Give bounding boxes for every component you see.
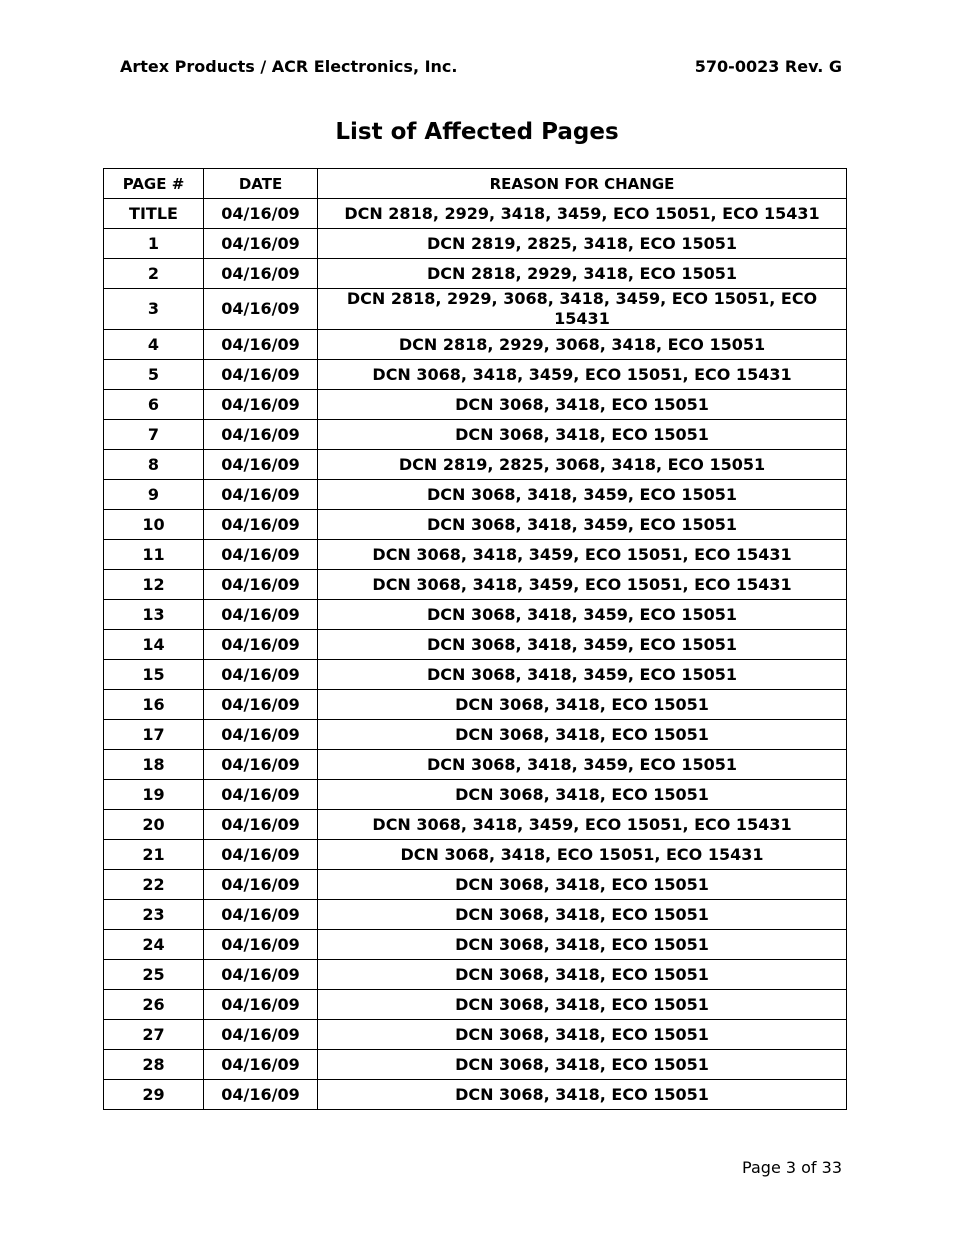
table-row [104,660,847,690]
table-row [104,390,847,420]
date-cell: 04/16/09 [204,1050,318,1080]
table-row [104,229,847,259]
reason-cell: DCN 2818, 2929, 3068, 3418, ECO 15051 [318,330,847,360]
page-cell: 2 [104,259,204,289]
page-cell: TITLE [104,199,204,229]
column-header-page: PAGE # [104,169,204,199]
date-cell: 04/16/09 [204,1080,318,1110]
page-cell: 18 [104,750,204,780]
reason-cell: DCN 3068, 3418, ECO 15051 [318,930,847,960]
table-row [104,480,847,510]
reason-cell: DCN 3068, 3418, 3459, ECO 15051, ECO 15431 [318,810,847,840]
reason-cell: DCN 3068, 3418, ECO 15051, ECO 15431 [318,840,847,870]
table-row [104,630,847,660]
reason-cell: DCN 3068, 3418, 3459, ECO 15051, ECO 15431 [318,360,847,390]
reason-cell: DCN 3068, 3418, ECO 15051 [318,1050,847,1080]
date-cell: 04/16/09 [204,750,318,780]
page-cell: 24 [104,930,204,960]
table-row [104,720,847,750]
page-cell: 25 [104,960,204,990]
page-cell: 9 [104,480,204,510]
page-cell: 7 [104,420,204,450]
date-cell: 04/16/09 [204,450,318,480]
page-cell: 17 [104,720,204,750]
page-cell: 27 [104,1020,204,1050]
date-cell: 04/16/09 [204,330,318,360]
table-row [104,810,847,840]
date-cell: 04/16/09 [204,630,318,660]
table-row [104,1020,847,1050]
reason-cell: DCN 2818, 2929, 3418, ECO 15051 [318,259,847,289]
table-row [104,450,847,480]
date-cell: 04/16/09 [204,780,318,810]
date-cell: 04/16/09 [204,720,318,750]
table-row [104,690,847,720]
page-title: List of Affected Pages [335,119,619,145]
page-cell: 20 [104,810,204,840]
date-cell: 04/16/09 [204,390,318,420]
reason-cell: DCN 3068, 3418, ECO 15051 [318,780,847,810]
date-cell: 04/16/09 [204,480,318,510]
column-header-date: DATE [204,169,318,199]
table-row [104,360,847,390]
page-cell: 22 [104,870,204,900]
table-row [104,330,847,360]
reason-cell: DCN 3068, 3418, ECO 15051 [318,720,847,750]
reason-cell: DCN 3068, 3418, ECO 15051 [318,870,847,900]
date-cell: 04/16/09 [204,600,318,630]
reason-cell: DCN 3068, 3418, 3459, ECO 15051, ECO 15431 [318,570,847,600]
header-doc-number: 570-0023 Rev. G [694,57,842,76]
page-cell: 15 [104,660,204,690]
reason-cell: DCN 3068, 3418, ECO 15051 [318,1020,847,1050]
date-cell: 04/16/09 [204,990,318,1020]
page-cell: 4 [104,330,204,360]
date-cell: 04/16/09 [204,840,318,870]
reason-cell: DCN 2819, 2825, 3418, ECO 15051 [318,229,847,259]
table-row [104,840,847,870]
reason-cell: DCN 3068, 3418, ECO 15051 [318,900,847,930]
table-row [104,900,847,930]
table-row [104,540,847,570]
page-cell: 14 [104,630,204,660]
date-cell: 04/16/09 [204,259,318,289]
table-row [104,990,847,1020]
header-company: Artex Products / ACR Electronics, Inc. [120,57,458,76]
reason-cell: DCN 3068, 3418, 3459, ECO 15051 [318,600,847,630]
date-cell: 04/16/09 [204,570,318,600]
table-row [104,930,847,960]
date-cell: 04/16/09 [204,420,318,450]
reason-cell: DCN 3068, 3418, 3459, ECO 15051 [318,510,847,540]
reason-cell: DCN 3068, 3418, ECO 15051 [318,690,847,720]
table-row [104,259,847,289]
column-header-reason: REASON FOR CHANGE [318,169,847,199]
page-cell: 11 [104,540,204,570]
page-cell: 8 [104,450,204,480]
page-cell: 23 [104,900,204,930]
page-number: Page 3 of 33 [742,1158,842,1177]
page-cell: 26 [104,990,204,1020]
table-row [104,199,847,229]
reason-cell: DCN 2819, 2825, 3068, 3418, ECO 15051 [318,450,847,480]
date-cell: 04/16/09 [204,930,318,960]
page-cell: 5 [104,360,204,390]
table-row [104,1080,847,1110]
page-cell: 3 [104,289,204,330]
reason-cell: DCN 3068, 3418, ECO 15051 [318,990,847,1020]
date-cell: 04/16/09 [204,900,318,930]
reason-cell: DCN 3068, 3418, 3459, ECO 15051 [318,660,847,690]
reason-cell: DCN 3068, 3418, 3459, ECO 15051, ECO 15431 [318,540,847,570]
date-cell: 04/16/09 [204,289,318,330]
reason-cell: DCN 2818, 2929, 3068, 3418, 3459, ECO 15051, ECO 15431 [318,289,847,330]
page-cell: 10 [104,510,204,540]
page-cell: 12 [104,570,204,600]
table-row [104,960,847,990]
table-row [104,570,847,600]
date-cell: 04/16/09 [204,960,318,990]
reason-cell: DCN 3068, 3418, ECO 15051 [318,390,847,420]
page-cell: 13 [104,600,204,630]
page-cell: 16 [104,690,204,720]
table-row [104,870,847,900]
table-row [104,289,847,330]
table-row [104,510,847,540]
date-cell: 04/16/09 [204,1020,318,1050]
reason-cell: DCN 2818, 2929, 3418, 3459, ECO 15051, ECO 15431 [318,199,847,229]
date-cell: 04/16/09 [204,540,318,570]
page-cell: 19 [104,780,204,810]
date-cell: 04/16/09 [204,810,318,840]
reason-cell: DCN 3068, 3418, ECO 15051 [318,420,847,450]
page-cell: 21 [104,840,204,870]
page-cell: 28 [104,1050,204,1080]
table-row [104,420,847,450]
reason-cell: DCN 3068, 3418, ECO 15051 [318,1080,847,1110]
date-cell: 04/16/09 [204,510,318,540]
date-cell: 04/16/09 [204,690,318,720]
table-header-row [104,169,847,199]
date-cell: 04/16/09 [204,229,318,259]
date-cell: 04/16/09 [204,660,318,690]
reason-cell: DCN 3068, 3418, 3459, ECO 15051 [318,750,847,780]
table-row [104,780,847,810]
table-row [104,750,847,780]
page-cell: 1 [104,229,204,259]
date-cell: 04/16/09 [204,870,318,900]
reason-cell: DCN 3068, 3418, 3459, ECO 15051 [318,480,847,510]
table-row [104,1050,847,1080]
date-cell: 04/16/09 [204,360,318,390]
page-cell: 6 [104,390,204,420]
date-cell: 04/16/09 [204,199,318,229]
reason-cell: DCN 3068, 3418, 3459, ECO 15051 [318,630,847,660]
reason-cell: DCN 3068, 3418, ECO 15051 [318,960,847,990]
page-cell: 29 [104,1080,204,1110]
affected-pages-table [103,168,847,1110]
table-row [104,600,847,630]
